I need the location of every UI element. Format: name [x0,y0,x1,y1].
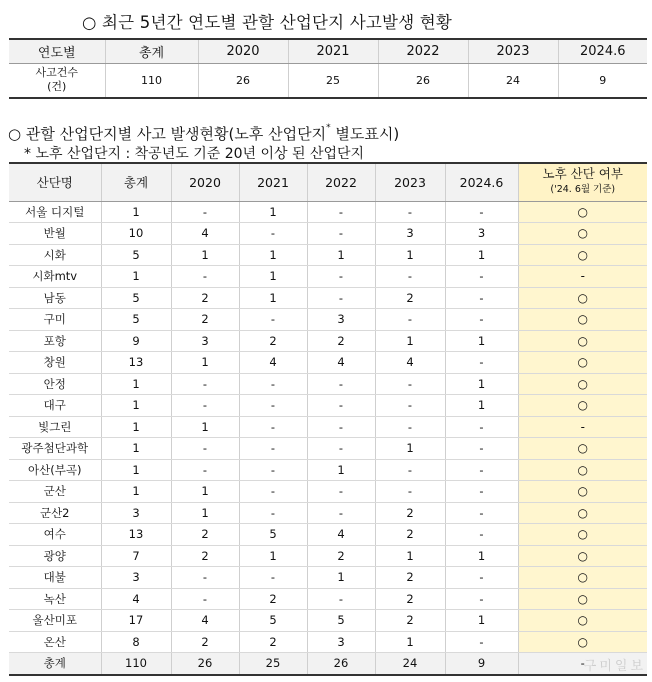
count-cell: 1 [445,395,518,417]
count-cell: 2 [375,588,445,610]
aged-status-cell: ○ [518,438,647,460]
table-row [9,244,647,266]
count-cell: 5 [101,244,171,266]
count-cell: - [239,459,307,481]
count-cell: - [239,502,307,524]
complex-name-cell: 아산(부곡) [9,459,101,481]
table2-header-cell: 2024.6 [445,163,518,201]
row-label [9,63,105,98]
count-cell: 1 [101,416,171,438]
aged-status-cell: ○ [518,395,647,417]
count-cell: 4 [239,352,307,374]
count-cell: 4 [375,352,445,374]
aged-status-cell: ○ [518,545,647,567]
aged-status-cell: ○ [518,373,647,395]
count-cell: 1 [375,545,445,567]
count-cell: 1 [307,567,375,589]
count-cell: 2 [307,330,375,352]
count-cell: 2 [307,545,375,567]
table-row [9,223,647,245]
total-cell: 총계 [9,653,101,675]
count-cell: 2 [375,502,445,524]
count-cell: 1 [101,481,171,503]
count-cell: 2 [171,309,239,331]
count-cell: 4 [307,352,375,374]
table-row [9,266,647,288]
count-cell: 3 [307,309,375,331]
table-row [9,610,647,632]
count-cell: 5 [239,610,307,632]
table-row [9,416,647,438]
aged-status-cell: ○ [518,481,647,503]
complex-name-cell: 대구 [9,395,101,417]
count-cell: - [445,459,518,481]
count-cell: - [171,395,239,417]
table1-header-cell: 2021 [288,39,378,63]
count-cell: - [171,438,239,460]
count-cell: 1 [375,631,445,653]
count-cell: 2 [375,287,445,309]
table2-title [8,123,399,144]
count-cell: - [307,287,375,309]
count-cell: - [445,309,518,331]
count-cell: - [307,395,375,417]
count-cell: - [239,395,307,417]
count-cell: 2 [171,287,239,309]
count-cell: 4 [307,524,375,546]
count-cell: - [375,481,445,503]
count-cell: 5 [101,287,171,309]
count-cell: - [445,631,518,653]
count-cell: 7 [101,545,171,567]
count-cell: 1 [375,438,445,460]
aged-status-cell: - [518,266,647,288]
count-cell: 1 [375,330,445,352]
table1-cell: 26 [198,63,288,98]
count-cell: - [445,567,518,589]
count-cell: 3 [375,223,445,245]
count-cell: 1 [239,244,307,266]
aged-status-cell: ○ [518,287,647,309]
watermark: 구미일보 [583,659,646,674]
count-cell: 1 [239,545,307,567]
count-cell: 5 [307,610,375,632]
count-cell: 1 [171,244,239,266]
count-cell: 1 [171,481,239,503]
count-cell: 9 [101,330,171,352]
table-row [9,395,647,417]
table1-header-cell: 연도별 [9,39,105,63]
count-cell: - [171,201,239,223]
complex-name-cell: 서울 디지털 [9,201,101,223]
aged-header-line2: ('24. 6월 기준) [550,184,616,196]
count-cell: - [375,373,445,395]
table-row [9,631,647,653]
count-cell: 1 [445,244,518,266]
table2-title-sup: * [326,123,331,133]
count-cell: - [375,309,445,331]
aged-status-cell: ○ [518,459,647,481]
count-cell: 3 [101,567,171,589]
count-cell: 2 [171,631,239,653]
aged-status-cell: ○ [518,502,647,524]
count-cell: 1 [307,459,375,481]
count-cell: 2 [375,524,445,546]
complex-name-cell: 포항 [9,330,101,352]
count-cell: - [307,201,375,223]
count-cell: 1 [171,502,239,524]
table2-title-tail: 별도표시) [330,125,400,143]
count-cell: - [445,481,518,503]
count-cell: 1 [101,201,171,223]
count-cell: - [307,438,375,460]
count-cell: - [375,459,445,481]
count-cell: - [307,416,375,438]
aged-status-cell: - [518,416,647,438]
table-row [9,201,647,223]
complex-name-cell: 광주첨단과학 [9,438,101,460]
count-cell: - [307,502,375,524]
complex-name-cell: 반월 [9,223,101,245]
count-cell: - [445,438,518,460]
table1-header-cell: 2023 [468,39,558,63]
complex-name-cell: 시화 [9,244,101,266]
count-cell: 1 [307,244,375,266]
total-cell: 26 [307,653,375,675]
total-cell: 26 [171,653,239,675]
complex-name-cell: 온산 [9,631,101,653]
count-cell: 3 [445,223,518,245]
count-cell: 1 [375,244,445,266]
count-cell: - [239,309,307,331]
aged-status-cell: ○ [518,223,647,245]
aged-status-cell: ○ [518,352,647,374]
table1-header-cell: 총계 [105,39,198,63]
count-cell: 13 [101,352,171,374]
count-cell: - [239,481,307,503]
count-cell: 2 [239,631,307,653]
aged-status-cell: ○ [518,567,647,589]
table-row [9,567,647,589]
aged-status-cell: ○ [518,330,647,352]
count-cell: - [171,588,239,610]
count-cell: 4 [171,610,239,632]
count-cell: 1 [101,266,171,288]
table-row [9,309,647,331]
count-cell: 1 [445,330,518,352]
table2-title-main: ○ 관할 산업단지별 사고 발생현황(노후 산업단지 [8,125,327,143]
aged-status-cell: ○ [518,631,647,653]
total-cell: 9 [445,653,518,675]
count-cell: - [171,266,239,288]
table2-header-cell: 2021 [239,163,307,201]
count-cell: - [307,266,375,288]
count-cell: 3 [171,330,239,352]
aged-status-cell: ○ [518,588,647,610]
count-cell: 17 [101,610,171,632]
count-cell: 10 [101,223,171,245]
complex-name-cell: 군산2 [9,502,101,524]
complex-name-cell: 남동 [9,287,101,309]
aged-header-cell [518,163,647,201]
count-cell: - [445,352,518,374]
complex-name-cell: 여수 [9,524,101,546]
table-row [9,330,647,352]
table1-cell: 9 [558,63,647,98]
table2-header-cell: 총계 [101,163,171,201]
count-cell: 4 [171,223,239,245]
count-cell: - [445,201,518,223]
count-cell: 5 [239,524,307,546]
count-cell: - [239,416,307,438]
row-label-line2: (건) [47,80,67,94]
complex-accident-table [9,162,647,676]
table-row [9,588,647,610]
count-cell: 2 [375,610,445,632]
count-cell: - [171,373,239,395]
aged-status-cell: ○ [518,309,647,331]
row-label-line1: 사고건수 [35,66,78,80]
count-cell: 3 [307,631,375,653]
complex-name-cell: 빛그린 [9,416,101,438]
count-cell: - [375,395,445,417]
count-cell: - [445,416,518,438]
table-row [9,545,647,567]
aged-status-cell: ○ [518,610,647,632]
complex-name-cell: 안정 [9,373,101,395]
table2-header-cell: 2023 [375,163,445,201]
count-cell: 2 [171,524,239,546]
count-cell: 1 [445,610,518,632]
count-cell: 13 [101,524,171,546]
aged-complex-note: * 노후 산업단지 : 착공년도 기준 20년 이상 된 산업단지 [24,146,365,162]
count-cell: 3 [101,502,171,524]
count-cell: - [307,481,375,503]
complex-name-cell: 울산미포 [9,610,101,632]
table-row [9,287,647,309]
table2-header-cell: 2022 [307,163,375,201]
count-cell: - [307,223,375,245]
total-cell: 24 [375,653,445,675]
total-cell: - [518,653,647,675]
count-cell: - [171,459,239,481]
aged-status-cell: ○ [518,244,647,266]
table1-cell: 25 [288,63,378,98]
count-cell: 1 [171,352,239,374]
count-cell: 2 [239,588,307,610]
count-cell: 1 [101,459,171,481]
count-cell: - [171,567,239,589]
table1-header-row [9,39,647,63]
count-cell: 1 [101,395,171,417]
table1-title: ○ 최근 5년간 연도별 관할 산업단지 사고발생 현황 [82,13,453,32]
complex-name-cell: 대불 [9,567,101,589]
aged-header-line1: 노후 산단 여부 [542,166,623,182]
count-cell: - [239,438,307,460]
table1-header-cell: 2020 [198,39,288,63]
count-cell: - [445,502,518,524]
count-cell: 2 [171,545,239,567]
aged-status-cell: ○ [518,524,647,546]
count-cell: - [239,567,307,589]
total-cell: 110 [101,653,171,675]
table1-header-cell: 2024.6 [558,39,647,63]
aged-status-cell: ○ [518,201,647,223]
table2-header-cell: 산단명 [9,163,101,201]
table1-data-row [9,63,647,98]
table-row [9,524,647,546]
table2-body [9,201,647,653]
table1-cell: 24 [468,63,558,98]
count-cell: 2 [239,330,307,352]
complex-name-cell: 군산 [9,481,101,503]
count-cell: - [307,588,375,610]
count-cell: - [445,287,518,309]
count-cell: 1 [239,287,307,309]
count-cell: 1 [445,545,518,567]
count-cell: - [375,266,445,288]
count-cell: 1 [101,373,171,395]
count-cell: 5 [101,309,171,331]
count-cell: - [307,373,375,395]
count-cell: 1 [171,416,239,438]
table1-cell: 110 [105,63,198,98]
table-row [9,352,647,374]
complex-name-cell: 창원 [9,352,101,374]
table1-header-cell: 2022 [378,39,468,63]
count-cell: 2 [375,567,445,589]
table-row [9,481,647,503]
complex-name-cell: 시화mtv [9,266,101,288]
count-cell: - [445,524,518,546]
yearly-accident-table [9,38,647,99]
table1-cell: 26 [378,63,468,98]
count-cell: - [239,223,307,245]
count-cell: - [445,266,518,288]
complex-name-cell: 광양 [9,545,101,567]
count-cell: 8 [101,631,171,653]
table-row [9,373,647,395]
count-cell: - [375,201,445,223]
complex-name-cell: 녹산 [9,588,101,610]
table-row [9,502,647,524]
count-cell: 1 [101,438,171,460]
total-cell: 25 [239,653,307,675]
count-cell: 4 [101,588,171,610]
count-cell: - [239,373,307,395]
complex-name-cell: 구미 [9,309,101,331]
count-cell: 1 [445,373,518,395]
count-cell: - [375,416,445,438]
count-cell: 1 [239,201,307,223]
table2-header-row [9,163,647,201]
table2-total-row [9,653,647,675]
table-row [9,438,647,460]
table2-header-cell: 2020 [171,163,239,201]
count-cell: - [445,588,518,610]
table-row [9,459,647,481]
count-cell: 1 [239,266,307,288]
